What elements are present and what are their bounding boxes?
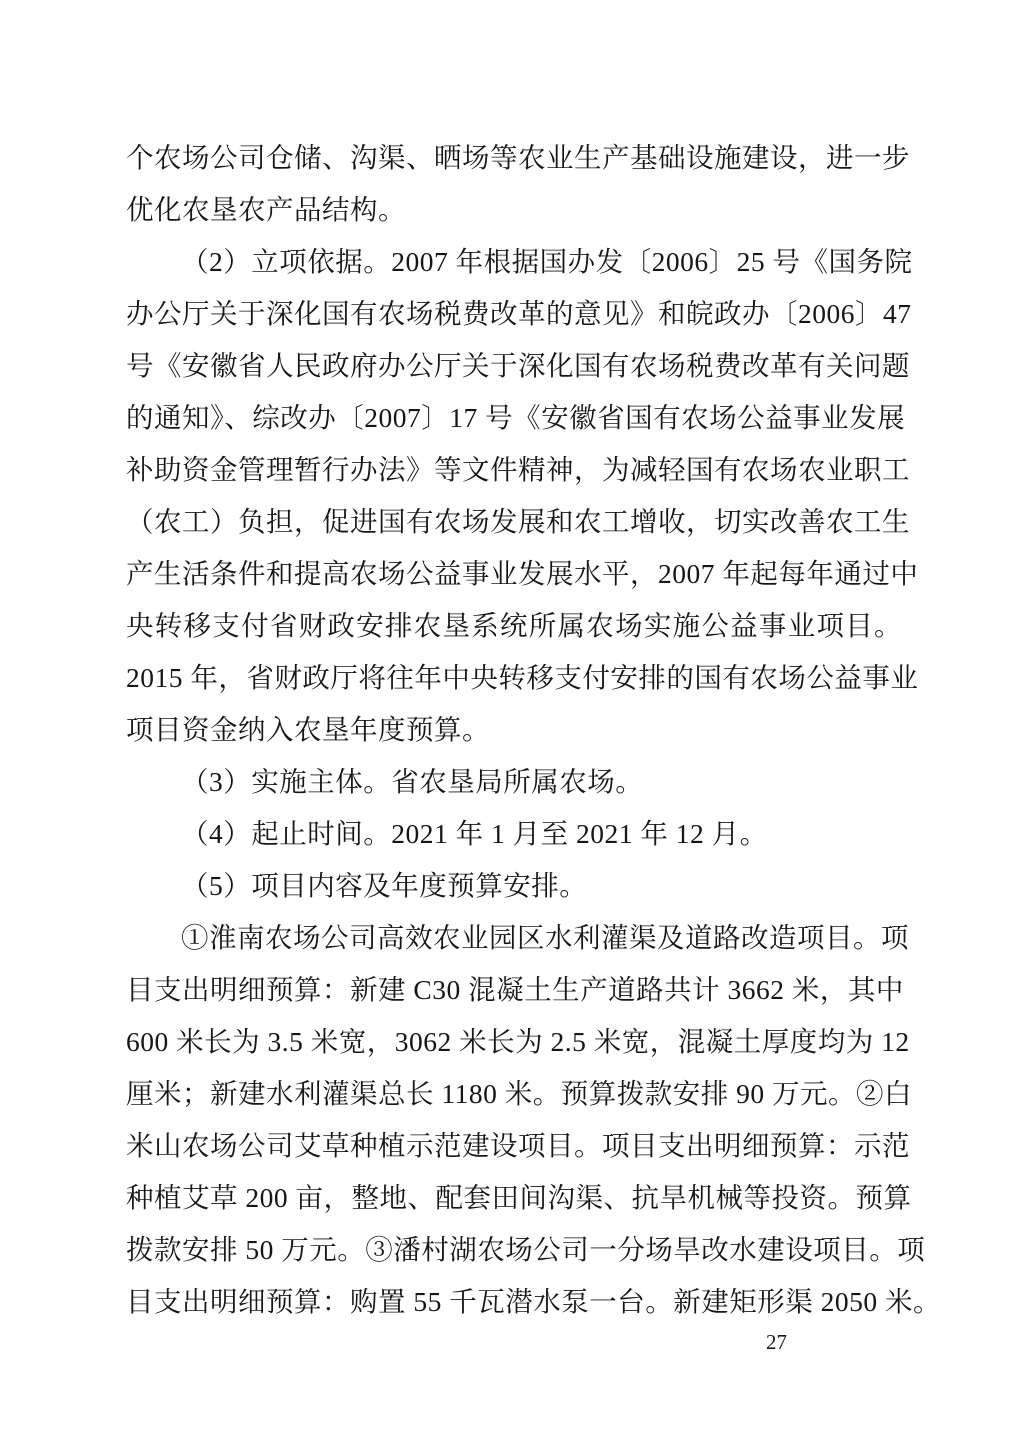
text-line: 米山农场公司艾草种植示范建设项目。项目支出明细预算：示范: [126, 1130, 910, 1161]
text-line: 办公厅关于深化国有农场税费改革的意见》和皖政办〔2006〕47: [126, 298, 912, 329]
document-lines: [126, 132, 941, 1328]
text-line: 个农场公司仓储、沟渠、晒场等农业生产基础设施建设，进一步: [126, 142, 910, 173]
text-line: 的通知》、综改办〔2007〕17 号《安徽省国有农场公益事业发展: [126, 402, 906, 433]
page-number: 27: [766, 1330, 787, 1354]
text-line: （4）起止时间。2021 年 1 月至 2021 年 12 月。: [181, 818, 768, 849]
text-line: 产生活条件和提高农场公益事业发展水平，2007 年起每年通过中: [126, 558, 919, 589]
text-line: 厘米；新建水利灌渠总长 1180 米。预算拨款安排 90 万元。②白: [126, 1078, 912, 1109]
text-line: 号《安徽省人民政府办公厅关于深化国有农场税费改革有关问题: [126, 350, 910, 381]
text-line: （农工）负担，促进国有农场发展和农工增收，切实改善农工生: [126, 506, 910, 537]
text-line: （5）项目内容及年度预算安排。: [181, 870, 588, 901]
text-line: 项目资金纳入农垦年度预算。: [126, 714, 490, 745]
text-line: 目支出明细预算：新建 C30 混凝土生产道路共计 3662 米，其中: [126, 974, 904, 1005]
text-line: 600 米长为 3.5 米宽，3062 米长为 2.5 米宽，混凝土厚度均为 12: [126, 1026, 910, 1057]
text-line: 2015 年，省财政厅将往年中央转移支付安排的国有农场公益事业: [126, 662, 919, 693]
text-line: 种植艾草 200 亩，整地、配套田间沟渠、抗旱机械等投资。预算: [126, 1182, 912, 1213]
text-line: 拨款安排 50 万元。③潘村湖农场公司一分场旱改水建设项目。项: [126, 1234, 926, 1265]
text-line: 优化农垦农产品结构。: [126, 194, 406, 225]
text-line: ①淮南农场公司高效农业园区水利灌渠及道路改造项目。项: [181, 922, 909, 953]
text-line: 目支出明细预算：购置 55 千瓦潜水泵一台。新建矩形渠 2050 米。: [126, 1286, 941, 1317]
text-line: （2）立项依据。2007 年根据国办发〔2006〕25 号《国务院: [181, 246, 913, 277]
text-line: （3）实施主体。省农垦局所属农场。: [181, 766, 644, 797]
text-line: 央转移支付省财政安排农垦系统所属农场实施公益事业项目。: [126, 610, 902, 641]
text-line: 补助资金管理暂行办法》等文件精神，为减轻国有农场农业职工: [126, 454, 910, 485]
